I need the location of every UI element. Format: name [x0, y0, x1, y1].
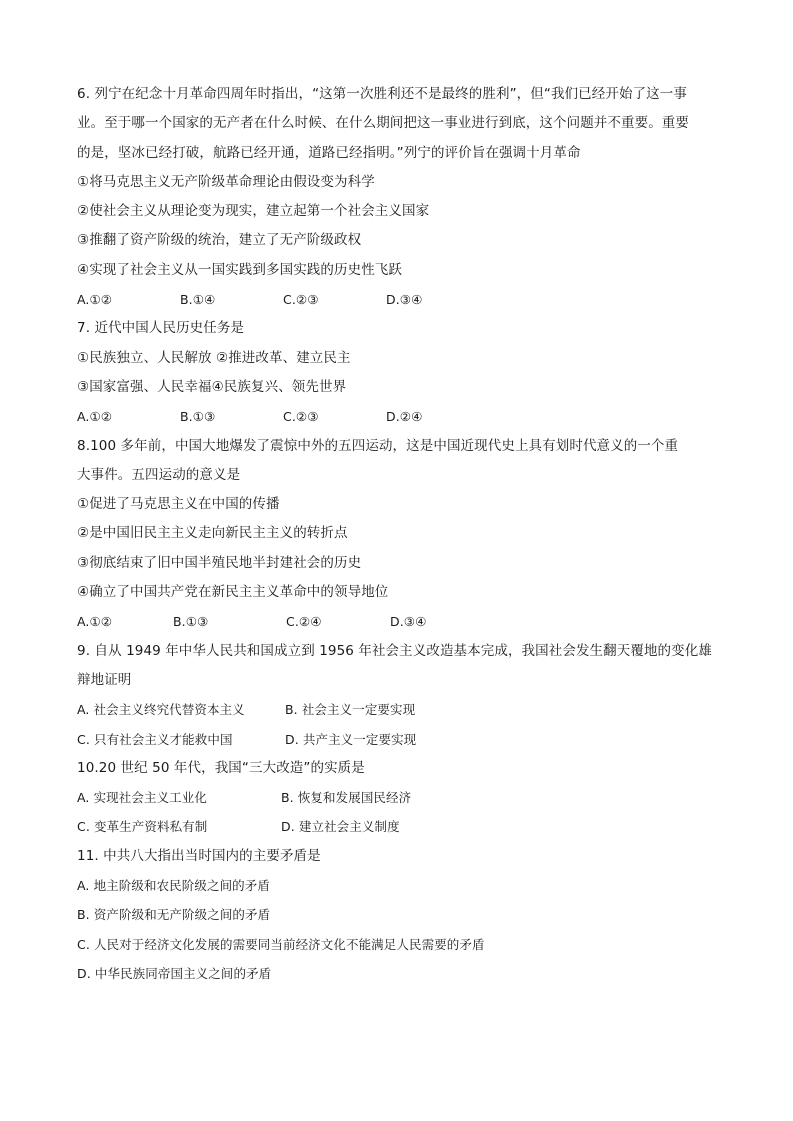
question-stem-line: 11. 中共八大指出当时国内的主要矛盾是 — [77, 847, 321, 864]
statement-1: ①促进了马克思主义在中国的传播 — [77, 496, 280, 513]
question-9 — [77, 637, 722, 754]
option-a[interactable]: A. 实现社会主义工业化 — [77, 790, 207, 806]
option-a[interactable]: A.①② — [77, 292, 113, 308]
option-d[interactable]: D.③④ — [386, 292, 423, 308]
statement-4: ④实现了社会主义从一国实践到多国实践的历史性飞跃 — [77, 261, 403, 278]
option-c[interactable]: C.②③ — [283, 292, 319, 308]
question-6 — [77, 80, 722, 314]
statement-3: ③彻底结束了旧中国半殖民地半封建社会的历史 — [77, 554, 362, 571]
option-c[interactable]: C. 只有社会主义才能救中国 — [77, 731, 233, 747]
option-b[interactable]: B. 社会主义一定要实现 — [285, 702, 416, 718]
option-c[interactable]: C.②③ — [283, 409, 319, 425]
statement-1: ①将马克思主义无产阶级革命理论由假设变为科学 — [77, 173, 375, 190]
question-stem-line: 10.20 世纪 50 年代，我国“三大改造”的实质是 — [77, 759, 365, 776]
question-stem-line: 9. 自从 1949 年中华人民共和国成立到 1956 年社会主义改造基本完成，我国社会发生翻天覆地的变化雄 — [77, 642, 712, 659]
option-c[interactable]: C. 人民对于经济文化发展的需要同当前经济文化不能满足人民需要的矛盾 — [77, 936, 485, 952]
option-b[interactable]: B.①④ — [180, 292, 216, 308]
answer-options — [77, 285, 722, 314]
option-c[interactable]: C. 变革生产资料私有制 — [77, 819, 208, 835]
statement-3: ③推翻了资产阶级的统治，建立了无产阶级政权 — [77, 232, 362, 249]
answer-options — [77, 607, 722, 636]
answer-options-row-1 — [77, 695, 722, 724]
option-d[interactable]: D. 建立社会主义制度 — [281, 819, 400, 835]
statement-2: ②是中国旧民主主义走向新民主主义的转折点 — [77, 525, 348, 542]
question-8 — [77, 432, 722, 637]
question-stem-line: 8.100 多年前，中国大地爆发了震惊中外的五四运动，这是中国近现代史上具有划时代意义的一个重 — [77, 437, 679, 454]
option-a[interactable]: A. 社会主义终究代替资本主义 — [77, 702, 245, 718]
statement-1-2: ①民族独立、人民解放 ②推进改革、建立民主 — [77, 349, 351, 366]
question-stem-line: 业。至于哪一个国家的无产者在什么时候、在什么期间把这一事业进行到底，这个问题并不重要。重要 — [77, 115, 689, 132]
question-stem-line: 6. 列宁在纪念十月革命四周年时指出，“这第一次胜利还不是最终的胜利”，但“我们已经开始了这一事 — [77, 86, 687, 102]
option-a[interactable]: A. 地主阶级和农民阶级之间的矛盾 — [77, 878, 270, 894]
option-d[interactable]: D.②④ — [386, 409, 423, 425]
question-11 — [77, 842, 722, 988]
option-b[interactable]: B.①③ — [173, 614, 209, 630]
option-b[interactable]: B.①③ — [180, 409, 216, 425]
option-d[interactable]: D. 共产主义一定要实现 — [285, 731, 417, 747]
question-stem-line: 大事件。五四运动的意义是 — [77, 466, 241, 483]
question-7 — [77, 314, 722, 431]
question-stem-line: 的是，坚冰已经打破，航路已经开通，道路已经指明。”列宁的评价旨在强调十月革命 — [77, 144, 581, 161]
option-c[interactable]: C.②④ — [286, 614, 322, 630]
question-stem-line: 辩地证明 — [77, 671, 132, 688]
answer-options — [77, 402, 722, 431]
statement-4: ④确立了中国共产党在新民主主义革命中的领导地位 — [77, 584, 389, 601]
option-b[interactable]: B. 恢复和发展国民经济 — [281, 790, 412, 806]
question-list — [77, 80, 722, 988]
option-a[interactable]: A.①② — [77, 409, 113, 425]
option-b[interactable]: B. 资产阶级和无产阶级之间的矛盾 — [77, 907, 271, 923]
question-10 — [77, 754, 722, 842]
statement-2: ②使社会主义从理论变为现实，建立起第一个社会主义国家 — [77, 203, 430, 220]
option-a[interactable]: A.①② — [77, 614, 113, 630]
option-d[interactable]: D.③④ — [390, 614, 427, 630]
answer-options-row-1 — [77, 783, 722, 812]
option-d[interactable]: D. 中华民族同帝国主义之间的矛盾 — [77, 965, 272, 981]
statement-3-4: ③国家富强、人民幸福④民族复兴、领先世界 — [77, 378, 347, 395]
question-stem-line: 7. 近代中国人民历史任务是 — [77, 320, 245, 337]
answer-options-row-2 — [77, 812, 722, 841]
answer-options-row-2 — [77, 725, 722, 754]
